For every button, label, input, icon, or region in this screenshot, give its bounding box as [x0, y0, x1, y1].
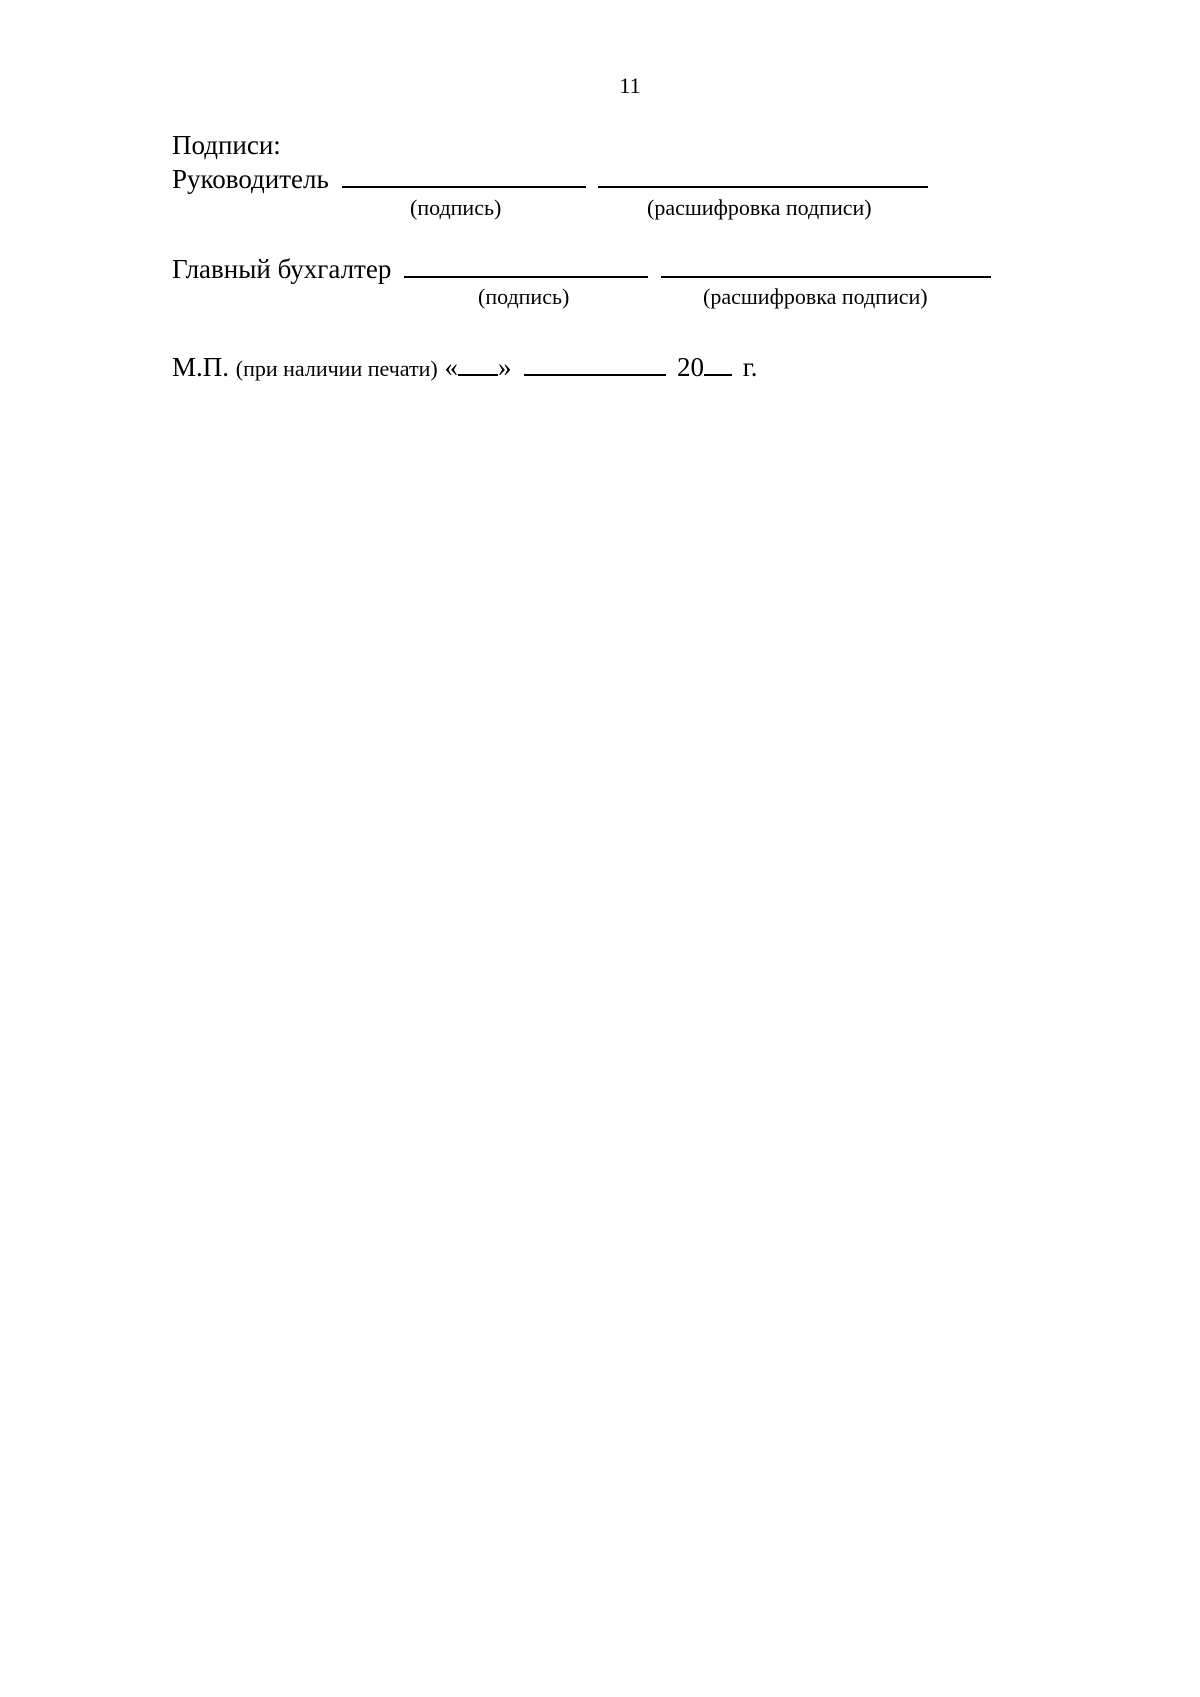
year-prefix: 20 [676, 352, 704, 382]
close-quote: » [497, 352, 512, 382]
stamp-date-row [172, 348, 757, 384]
chief-accountant-label: Главный бухгалтер [172, 254, 392, 284]
chief-accountant-signature-field[interactable] [404, 250, 648, 278]
chief-accountant-decoding-caption: (расшифровка подписи) [703, 284, 928, 309]
signatures-heading: Подписи: [172, 130, 281, 160]
page-number: 11 [619, 73, 641, 98]
director-row [172, 160, 928, 194]
chief-accountant-signature-caption: (подпись) [478, 284, 570, 309]
director-label: Руководитель [172, 164, 329, 194]
open-quote: « [444, 352, 458, 382]
chief-accountant-decoding-field[interactable] [661, 250, 991, 278]
year-suffix: г. [742, 352, 758, 382]
director-signature-caption: (подпись) [410, 195, 502, 220]
mp-label: М.П. [172, 352, 230, 382]
month-field[interactable] [524, 348, 666, 376]
director-decoding-caption: (расшифровка подписи) [647, 195, 872, 220]
day-field[interactable] [458, 348, 498, 376]
year-field[interactable] [704, 348, 732, 376]
stamp-note: (при наличии печати) [235, 356, 438, 381]
director-decoding-field[interactable] [598, 160, 928, 188]
director-signature-field[interactable] [342, 160, 586, 188]
chief-accountant-row [172, 250, 991, 284]
